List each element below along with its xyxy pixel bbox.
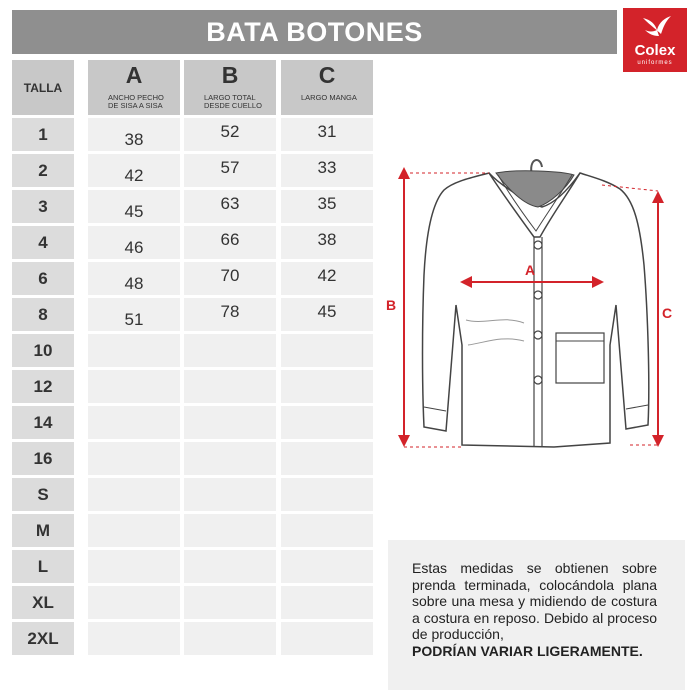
logo-subtitle: uniformes [637,60,673,66]
table-cell-a [88,154,180,187]
column-description: ANCHO PECHO DE SISA A SISA [108,93,164,110]
size-label: 10 [12,334,74,367]
cell-value: 45 [124,202,144,221]
cell-value: 63 [220,194,240,213]
table-cell-b [184,550,276,583]
cell-value: 46 [124,238,144,257]
cell-value: 38 [317,230,337,249]
table-cell-c [281,262,373,295]
table-cell-c [281,226,373,259]
table-cell-a [88,334,180,367]
table-cell-b [184,406,276,439]
table-cell-c [281,622,373,655]
table-cell-a [88,406,180,439]
column-letter: C [318,62,336,88]
colex-logo [623,8,687,72]
label-a: A [525,262,536,278]
table-cell-c [281,370,373,403]
cell-value: 45 [317,302,337,321]
table-cell-a [88,118,180,151]
column-description: LARGO MANGA [301,93,357,102]
cell-value: 70 [220,266,240,285]
table-cell-a [88,550,180,583]
table-cell-b [184,154,276,187]
cell-value: 66 [220,230,240,249]
table-cell-b [184,586,276,619]
size-label: 6 [12,262,74,295]
cell-value: 42 [124,166,144,185]
table-cell-a [88,586,180,619]
table-cell-a [88,262,180,295]
table-cell-b [184,478,276,511]
cell-value: 35 [317,194,337,213]
table-cell-b [184,334,276,367]
size-label: 16 [12,442,74,475]
table-cell-b [184,298,276,331]
size-label: 12 [12,370,74,403]
table-cell-b [184,190,276,223]
cell-value: 52 [220,122,240,141]
size-label: 3 [12,190,74,223]
column-letter: B [221,62,239,88]
table-cell-c [281,154,373,187]
table-cell-c [281,118,373,151]
garment-diagram [384,145,684,465]
table-cell-c [281,298,373,331]
logo-brand: Colex [634,42,676,59]
column-header-c [281,60,373,115]
cell-value: 48 [124,274,144,293]
table-cell-a [88,442,180,475]
cell-value: 78 [220,302,240,321]
column-header-b [184,60,276,115]
table-cell-a [88,514,180,547]
table-cell-c [281,514,373,547]
table-cell-a [88,622,180,655]
size-label: 2XL [12,622,74,655]
label-b: B [386,297,397,313]
size-label: M [12,514,74,547]
table-cell-b [184,118,276,151]
table-cell-a [88,190,180,223]
table-cell-c [281,190,373,223]
table-cell-c [281,442,373,475]
cell-value: 57 [220,158,240,177]
table-cell-a [88,298,180,331]
table-cell-b [184,370,276,403]
table-cell-b [184,262,276,295]
cell-value: 31 [317,122,337,141]
cell-value: 51 [124,310,144,329]
table-cell-b [184,514,276,547]
table-cell-b [184,226,276,259]
label-c: C [662,305,673,321]
measurement-note [388,540,685,690]
column-letter: A [125,62,143,88]
table-cell-c [281,586,373,619]
size-label: 8 [12,298,74,331]
note-bold: PODRÍAN VARIAR LIGERAMENTE. [412,642,643,659]
note-text: Estas medidas se obtienen sobre prenda terminada, colocándola plana sobre una mesa y midiendo de costura a costura en reposo. Debido al proceso de producción, [412,560,657,642]
column-description: LARGO TOTAL DESDE CUELLO [204,93,262,110]
size-label: 4 [12,226,74,259]
size-label: S [12,478,74,511]
page-title: BATA BOTONES [12,10,617,54]
table-cell-c [281,478,373,511]
cell-value: 38 [124,130,144,149]
column-header-a [88,60,180,115]
table-cell-a [88,478,180,511]
table-cell-b [184,442,276,475]
size-label: 14 [12,406,74,439]
size-label: 2 [12,154,74,187]
cell-value: 33 [317,158,337,177]
table-cell-a [88,226,180,259]
table-cell-c [281,550,373,583]
cell-value: 42 [317,266,337,285]
table-cell-c [281,406,373,439]
size-label: XL [12,586,74,619]
talla-header: TALLA [12,60,74,115]
size-label: L [12,550,74,583]
table-cell-b [184,622,276,655]
table-cell-a [88,370,180,403]
table-cell-c [281,334,373,367]
size-label: 1 [12,118,74,151]
